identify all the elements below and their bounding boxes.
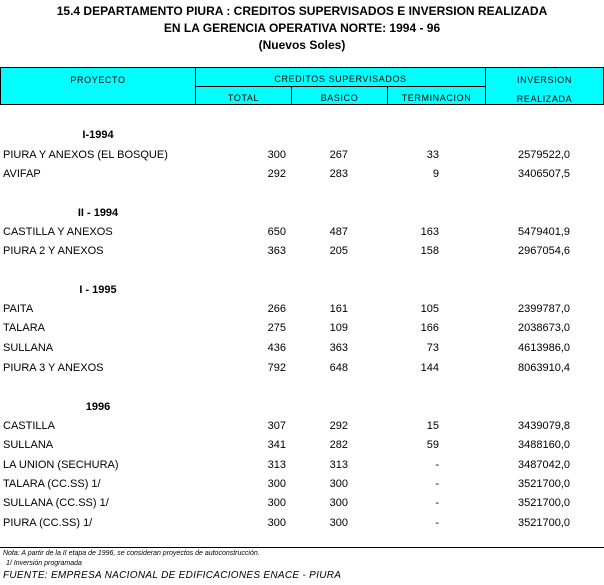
cell-basico: 205: [329, 245, 348, 257]
group-label: 1996: [85, 401, 111, 413]
header-proyecto-cell: [0, 67, 196, 105]
cell-terminacion: 158: [420, 245, 439, 257]
table-row: [0, 303, 604, 321]
cell-total: 275: [267, 322, 286, 334]
cell-basico: 300: [329, 517, 348, 529]
cell-proyecto: PIURA Y ANEXOS (EL BOSQUE): [3, 149, 168, 161]
cell-inversion: 3521700,0: [518, 497, 570, 509]
table-row: [0, 517, 604, 535]
table-row: [0, 420, 604, 438]
source-line: FUENTE: EMPRESA NACIONAL DE EDIFICACIONES ENACE - PIURA: [3, 570, 342, 581]
cell-inversion: 4613986,0: [518, 342, 570, 354]
cell-inversion: 5479401,9: [518, 226, 570, 238]
header-basico: BASICO: [320, 93, 359, 103]
cell-basico: 300: [329, 497, 348, 509]
cell-terminacion: -: [435, 497, 439, 509]
cell-terminacion: -: [435, 478, 439, 490]
group-label: I-1994: [82, 129, 114, 141]
cell-inversion: 8063910,4: [518, 362, 570, 374]
header-creditos: CREDITOS SUPERVISADOS: [274, 74, 407, 84]
group-label: II - 1994: [77, 207, 119, 219]
cell-proyecto: TALARA: [3, 322, 45, 334]
cell-basico: 300: [329, 478, 348, 490]
cell-terminacion: 9: [432, 168, 439, 180]
table-row: [0, 478, 604, 496]
cell-terminacion: 144: [420, 362, 439, 374]
title-line-2: EN LA GERENCIA OPERATIVA NORTE: 1994 - 96: [163, 21, 441, 35]
cell-total: 792: [267, 362, 286, 374]
cell-total: 266: [267, 303, 286, 315]
table-row: [0, 226, 604, 244]
cell-proyecto: PIURA (CC.SS) 1/: [3, 517, 93, 529]
cell-terminacion: 33: [426, 149, 439, 161]
cell-inversion: 3521700,0: [518, 478, 570, 490]
header-total-cell: [195, 86, 292, 105]
table-row: [0, 149, 604, 167]
cell-total: 300: [267, 478, 286, 490]
cell-inversion: 3487042,0: [518, 459, 570, 471]
header-terminacion: TERMINACION: [401, 93, 472, 103]
cell-terminacion: -: [435, 459, 439, 471]
cell-terminacion: 59: [426, 439, 439, 451]
table-row: [0, 439, 604, 457]
cell-total: 307: [267, 420, 286, 432]
header-basico-cell: [291, 86, 388, 105]
cell-basico: 363: [329, 342, 348, 354]
header-realizada: REALIZADA: [516, 94, 573, 104]
group-label: I - 1995: [79, 284, 117, 296]
cell-total: 300: [267, 149, 286, 161]
cell-proyecto: SULLANA (CC.SS) 1/: [3, 497, 109, 509]
cell-terminacion: 163: [420, 226, 439, 238]
footnote-note: Nota: A partir de la II etapa de 1996, se consideran proyectos de autoconstrucción.: [3, 550, 260, 557]
cell-total: 300: [267, 497, 286, 509]
cell-inversion: 3439079,8: [518, 420, 570, 432]
header-total: TOTAL: [227, 93, 260, 103]
cell-basico: 313: [329, 459, 348, 471]
cell-terminacion: 73: [426, 342, 439, 354]
cell-basico: 161: [329, 303, 348, 315]
cell-terminacion: 166: [420, 322, 439, 334]
header-inversion: INVERSION: [517, 75, 572, 85]
cell-proyecto: PAITA: [3, 303, 34, 315]
title-line-3: (Nuevos Soles): [258, 38, 346, 52]
cell-total: 363: [267, 245, 286, 257]
cell-total: 650: [267, 226, 286, 238]
cell-proyecto: PIURA 2 Y ANEXOS: [3, 245, 104, 257]
cell-basico: 292: [329, 420, 348, 432]
cell-inversion: 2579522,0: [518, 149, 570, 161]
cell-inversion: 3406507,5: [518, 168, 570, 180]
cell-total: 300: [267, 517, 286, 529]
cell-terminacion: 15: [426, 420, 439, 432]
cell-basico: 282: [329, 439, 348, 451]
cell-inversion: 3521700,0: [518, 517, 570, 529]
cell-total: 313: [267, 459, 286, 471]
cell-total: 292: [267, 168, 286, 180]
cell-proyecto: CASTILLA Y ANEXOS: [3, 226, 113, 238]
cell-basico: 487: [329, 226, 348, 238]
table-row: [0, 342, 604, 360]
table-row: [0, 245, 604, 263]
cell-terminacion: 105: [420, 303, 439, 315]
table-row: [0, 497, 604, 515]
cell-proyecto: TALARA (CC.SS) 1/: [3, 478, 101, 490]
table-row: [0, 362, 604, 380]
title-line-1: 15.4 DEPARTAMENTO PIURA : CREDITOS SUPERVISADOS E INVERSION REALIZADA: [56, 4, 548, 18]
cell-proyecto: SULLANA: [3, 439, 54, 451]
footnote-1: 1/ Inversión programada: [6, 560, 82, 567]
cell-proyecto: AVIFAP: [3, 168, 41, 180]
footer-divider: [0, 547, 604, 548]
header-creditos-cell: [195, 67, 486, 87]
cell-basico: 283: [329, 168, 348, 180]
cell-inversion: 2399787,0: [518, 303, 570, 315]
header-inversion-cell: [485, 67, 604, 105]
cell-basico: 267: [329, 149, 348, 161]
cell-inversion: 2967054,6: [518, 245, 570, 257]
table-row: [0, 459, 604, 477]
table-row: [0, 168, 604, 186]
cell-inversion: 3488160,0: [518, 439, 570, 451]
cell-terminacion: -: [435, 517, 439, 529]
cell-basico: 109: [329, 322, 348, 334]
header-terminacion-cell: [387, 86, 486, 105]
table-row: [0, 322, 604, 340]
cell-total: 341: [267, 439, 286, 451]
cell-proyecto: PIURA 3 Y ANEXOS: [3, 362, 104, 374]
cell-inversion: 2038673,0: [518, 322, 570, 334]
cell-proyecto: SULLANA: [3, 342, 54, 354]
cell-proyecto: LA UNION (SECHURA): [3, 459, 119, 471]
cell-total: 436: [267, 342, 286, 354]
cell-proyecto: CASTILLA: [3, 420, 55, 432]
header-proyecto: PROYECTO: [70, 75, 126, 85]
cell-basico: 648: [329, 362, 348, 374]
